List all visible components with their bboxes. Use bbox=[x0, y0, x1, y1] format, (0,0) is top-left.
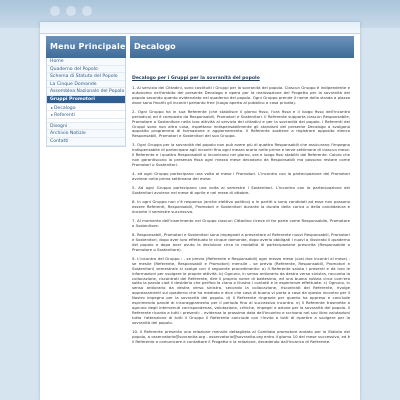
logo-cloud-icon bbox=[82, 6, 92, 16]
document-heading: Decalogo per i Gruppi per la sovranità del popolo bbox=[132, 76, 260, 81]
document-paragraph: 8. Responsabili, Promotori e Sostenitori sono impegnati a presentare al Referente nuovi Responsabili, Promotori e Sostenitori, dopo aver loro effettuato le cinque domande, dopo averlo obbligati i nuovi a illustrato il quaderno del popolo e dopo aver avuto la decisione circa la modalità di partecipazione prescelta (Responsabile o Promotore o Sostenitore). bbox=[132, 232, 350, 252]
page-container bbox=[40, 22, 360, 400]
document-paragraph: 5. Ad ogni Gruppo partecipano una volta al semestre i Sostenitori. L'incontro con la partecipazione dei Sostenitori avviene nel mese di aprile e nel mese di ottobre. bbox=[132, 185, 350, 196]
sidebar-title: Menu Principale bbox=[46, 36, 126, 58]
document-paragraph: 6. In ogni Gruppo non c'è responso (anche elettivo politico) o in partiti o sono candidati ad esse non possono essere Referenti, Responsabili, Promotori e Sostenitori durante la durata della carica o della candidatura e durante il semestre successivo. bbox=[132, 199, 350, 214]
sidebar-item[interactable]: Contatti bbox=[47, 138, 125, 146]
sidebar-item[interactable]: La Cinque Domande bbox=[47, 81, 125, 89]
logo-cloud-icon bbox=[66, 6, 76, 16]
document-paragraph: 7. Al momento dell'inserimento nel Gruppo ciascun Cittadino riceve di far parte come Responsabile, Promotore o Sostenitore. bbox=[132, 218, 350, 228]
sidebar bbox=[46, 36, 126, 147]
document-paragraph: 2. Ogni Gruppo ha in sua Referente (che stabilisce il giorno fisso, l'ora fissa e il luogo fisso dell'incontro periodico) ed è composto da Responsabili, Promotori e Sostenitori. Il Referente supporta ciascun Responsabile, Promotore o Sostenitore nella loro attività al servizio dei cittadini e per la sovranità del popolo. I Referenti dei Gruppi sono non altra cosa, rispettano indispensabilmente gli standard del presente Decalogo a svolgono apposito programma di formazione e aggiornamento. Il Referente sostiene a registrare apposito elenco Responsabili, Promotori e Sostenitori del suo Gruppo. bbox=[132, 108, 350, 139]
document-paragraph: 10. Il Referente presenta una relazione mensile dettagliata al Comitato promotore andato per lo Statuto del popolo, a osservatorio@sovranita.org - osservatorio@sovranita.org entro il giorno 10 del mese successivo, ed è il Referente a comunicare e contattare il Progetto e la relazione, decadendo dall'incarico di Referente. bbox=[132, 328, 350, 344]
sidebar-item[interactable]: Schema di Statuto del Popolo bbox=[47, 73, 125, 81]
header-bar bbox=[40, 22, 360, 34]
sidebar-item[interactable]: Disegni bbox=[47, 123, 125, 131]
sidebar-item[interactable]: Gruppi Promotori bbox=[47, 96, 125, 104]
document-paragraph: 4. ed ogni Gruppo partecipano una volta al mese i Promotori. L'incontro con la partecipazione dei Promotori avviene nella prima settimana del mese. bbox=[132, 171, 350, 182]
page-title: Decalogo bbox=[130, 36, 354, 58]
sidebar-item[interactable]: Assemblea Nazionale del Popolo bbox=[47, 88, 125, 96]
document-paragraph: 3. Ogni Gruppo per la sovranità del popolo non può avere più di quattro Responsabili che assicurano l'impegno indispensabile di partecipare agli incontri fino ogni mezzo orario nelle prime e terze settimane di ciascun mese. Il Referente e i quattro Responsabili si incontrano nel giorno, ora e luogo fissi stabiliti dal Referente. Coloro che non garantiscono la presenza fissa ogni mezzo mese decadono da Responsabili ma possono restare come Promotori o Sostenitori. bbox=[132, 142, 350, 168]
sidebar-item[interactable]: Quaderno del Popolo bbox=[47, 66, 125, 74]
sidebar-item[interactable]: ▸ Decalogo bbox=[47, 104, 125, 112]
logo-cloud-icon bbox=[50, 6, 60, 16]
document-paragraph: 9. L'incontro del Gruppo : - se previo (Referente e Responsabili) ogni mezzo mese (così due incontri al mese) - se mesile (Referente, Responsabili e Promotori) mensile - se previo (Referente, Responsabili, Promotori e Sostenitori) semestrale si svolge con il seguente procedimento: a) Il Referente saluta i presenti e dà loro le informazioni per svolgere le proprie attività. b) Ognuno, in senso antiorario da destra verso sinistra, racconta la collocazione, riscontrati del Referente, dire il proprio nome di battesimo, ed una buona notizia circa com'era sotto la parola cioè il desiderio che perfino la ciano o illustra i contatti e le esperienze effettuate. c) Ognuno, in senso antiorario da destra verso sinistra, secondo la collocazione, riscontrati del Referente, rivolge apprezzamenti sul quaderno che ha mediato e dice che cosa di buono vi porta a casa da questo incontro per il Nostro impegno per la sovranità del popolo. d) Il Referente ringrazia per quanto ha appreso e conclude esprimendo parole di incoraggiamento per il periodo fino al successivo incontro. e) Il Referente trasmette a ognuno degli intervenuti corrispondenza, valutazione, critiche, impegni e azione per la sovranità del popolo. Il Referente ricorda a tutti i presenti: - evidenza la prossima data dell'incontro e scrivono nel suo libro valutazioni tutta l'attenzione di tutti il Gruppo il Referente conclude con l'invito a tutti di ripartire a svolgere per la sovranità del popolo. bbox=[132, 255, 350, 325]
sidebar-item[interactable]: ▸ Referenti bbox=[47, 111, 125, 119]
sidebar-item[interactable]: Archivio Notizie bbox=[47, 130, 125, 138]
sidebar-item[interactable]: Home bbox=[47, 58, 125, 66]
document-paragraph: 1. Al servizio dei Cittadini, sono costituiti i Gruppi per la sovranità del popolo. Ciascun Gruppo è indipendente e autonomo nell'ambito del presente Decalogo e opera per la realizzazione del Progetto per la sovranità del popolo secondo quanto evidenziato nel quaderno del popolo. Ogni Gruppo prende il nome della strada o piazza dove sono finoriti gli incontri pertanto free (luogo aperto al pubblico o casa privata). bbox=[132, 85, 350, 105]
main-menu bbox=[46, 58, 126, 147]
site-logo[interactable] bbox=[50, 0, 130, 22]
main-content bbox=[130, 36, 354, 400]
document-body bbox=[130, 86, 354, 344]
